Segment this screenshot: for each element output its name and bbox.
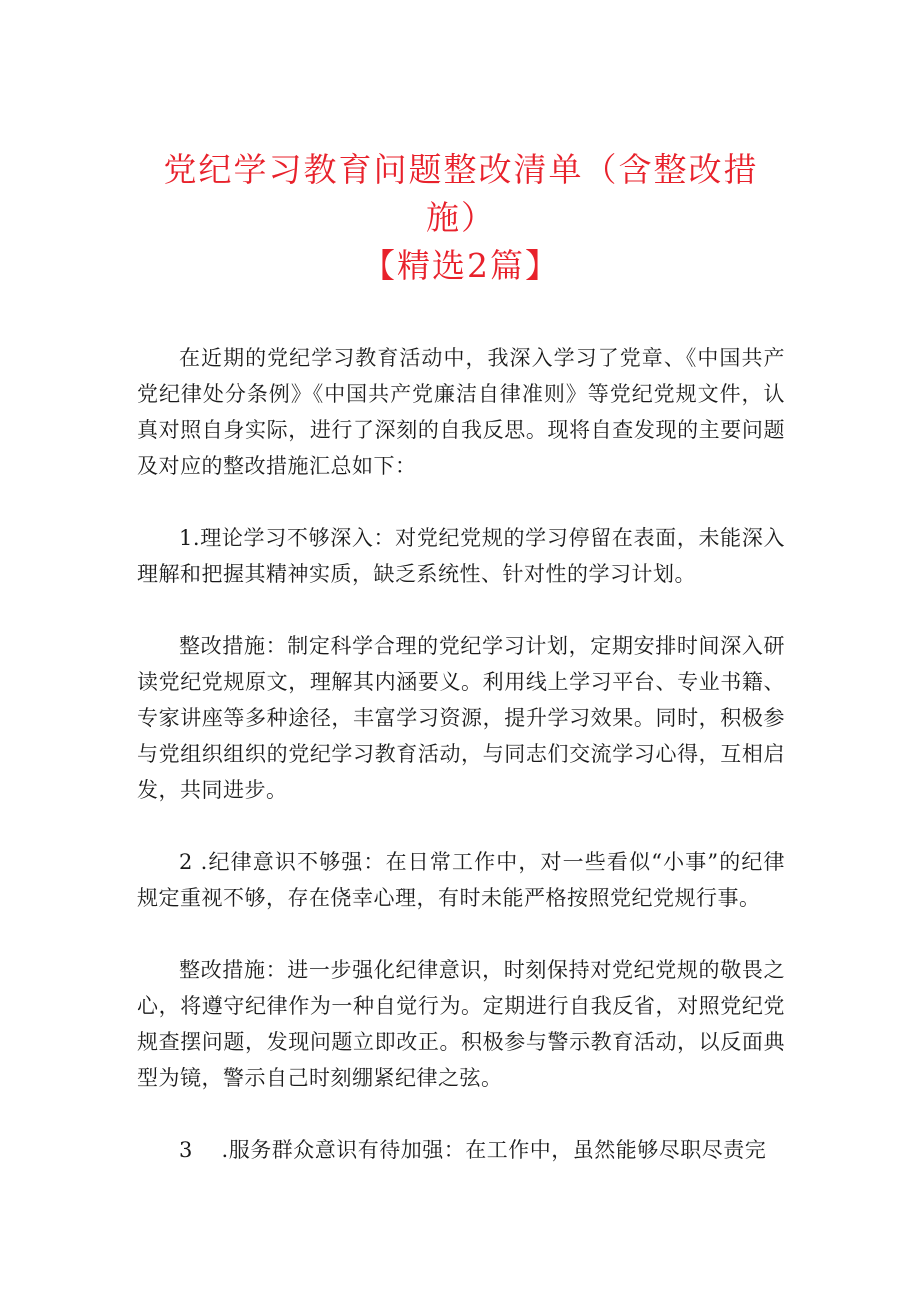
issue-1-paragraph: 1.理论学习不够深入：对党纪党规的学习停留在表面，未能深入理解和把握其精神实质，缺乏系统性、针对性的学习计划。	[137, 526, 785, 586]
measure-2-paragraph: 整改措施：进一步强化纪律意识，时刻保持对党纪党规的敬畏之心，将遵守纪律作为一种自觉行为。定期进行自我反省，对照党纪党规查摆问题，发现问题立即改正。积极参与警示教育活动，以反面典型为镜，警示自己时刻绷紧纪律之弦。	[137, 958, 785, 1090]
measure-1-paragraph: 整改措施：制定科学合理的党纪学习计划，定期安排时间深入研读党纪党规原文，理解其内涵要义。利用线上学习平台、专业书籍、专家讲座等多种途径，丰富学习资源，提升学习效果。同时，积极参与党组织组织的党纪学习教育活动，与同志们交流学习心得，互相启发，共同进步。	[137, 634, 785, 802]
issue-2-paragraph: 2 .纪律意识不够强：在日常工作中，对一些看似“小事”的纪律规定重视不够，存在侥幸心理，有时未能严格按照党纪党规行事。	[137, 850, 785, 910]
title-line-2: 【精选2篇】	[362, 246, 560, 285]
title-line-1: 党纪学习教育问题整改清单（含整改措施）	[163, 150, 759, 237]
document-title	[137, 146, 785, 290]
intro-paragraph: 在近期的党纪学习教育活动中，我深入学习了党章、《中国共产党纪律处分条例》《中国共产党廉洁自律准则》等党纪党规文件，认真对照自身实际，进行了深刻的自我反思。现将自查发现的主要问题及对应的整改措施汇总如下：	[137, 346, 785, 478]
issue-3-paragraph: 3 .服务群众意识有待加强：在工作中，虽然能够尽职尽责完	[179, 1138, 767, 1162]
